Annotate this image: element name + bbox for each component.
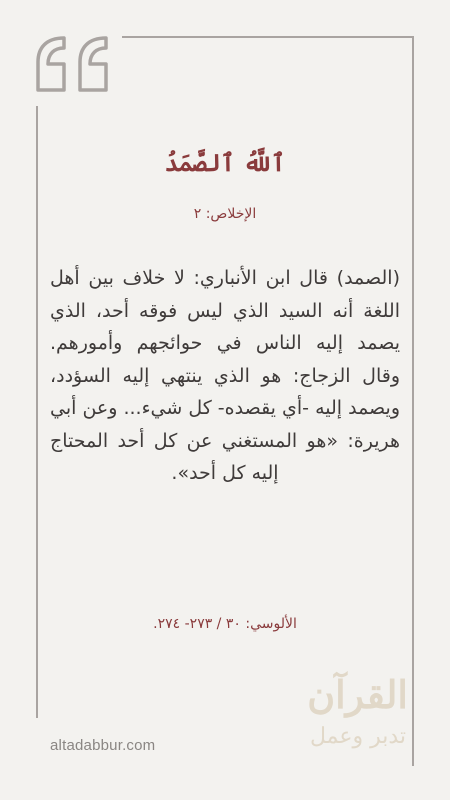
tafsir-text: (الصمد) قال ابن الأنباري: لا خلاف بين أهل اللغة أنه السيد الذي ليس فوقه أحد، الذي يصمد إليه الناس في حوائجهم وأمورهم. وقال الزجاج: هو الذي ينتهي إليه السؤدد، ويصمد إليه -أي يقصده- كل شيء... وعن أبي هريرة: «هو المستغني عن كل أحد المحتاج إليه كل أحد».: [50, 267, 400, 484]
frame-top-line: [122, 36, 414, 38]
source-citation: الألوسي: ٣٠ / ٢٧٣- ٢٧٤.: [153, 616, 297, 632]
opening-quote-icon: [34, 32, 114, 96]
verse-reference: الإخلاص: ٢: [193, 206, 257, 222]
frame-right-line: [412, 36, 414, 766]
brand-logo: [308, 668, 408, 768]
logo-main-text: القرآن: [307, 672, 408, 717]
verse-text: ٱللَّهُ ٱلصَّمَدُ: [164, 148, 286, 177]
logo-sub-text: تدبر وعمل: [309, 724, 407, 749]
website-link[interactable]: altadabbur.com: [50, 737, 156, 754]
frame-left-line: [36, 106, 38, 718]
